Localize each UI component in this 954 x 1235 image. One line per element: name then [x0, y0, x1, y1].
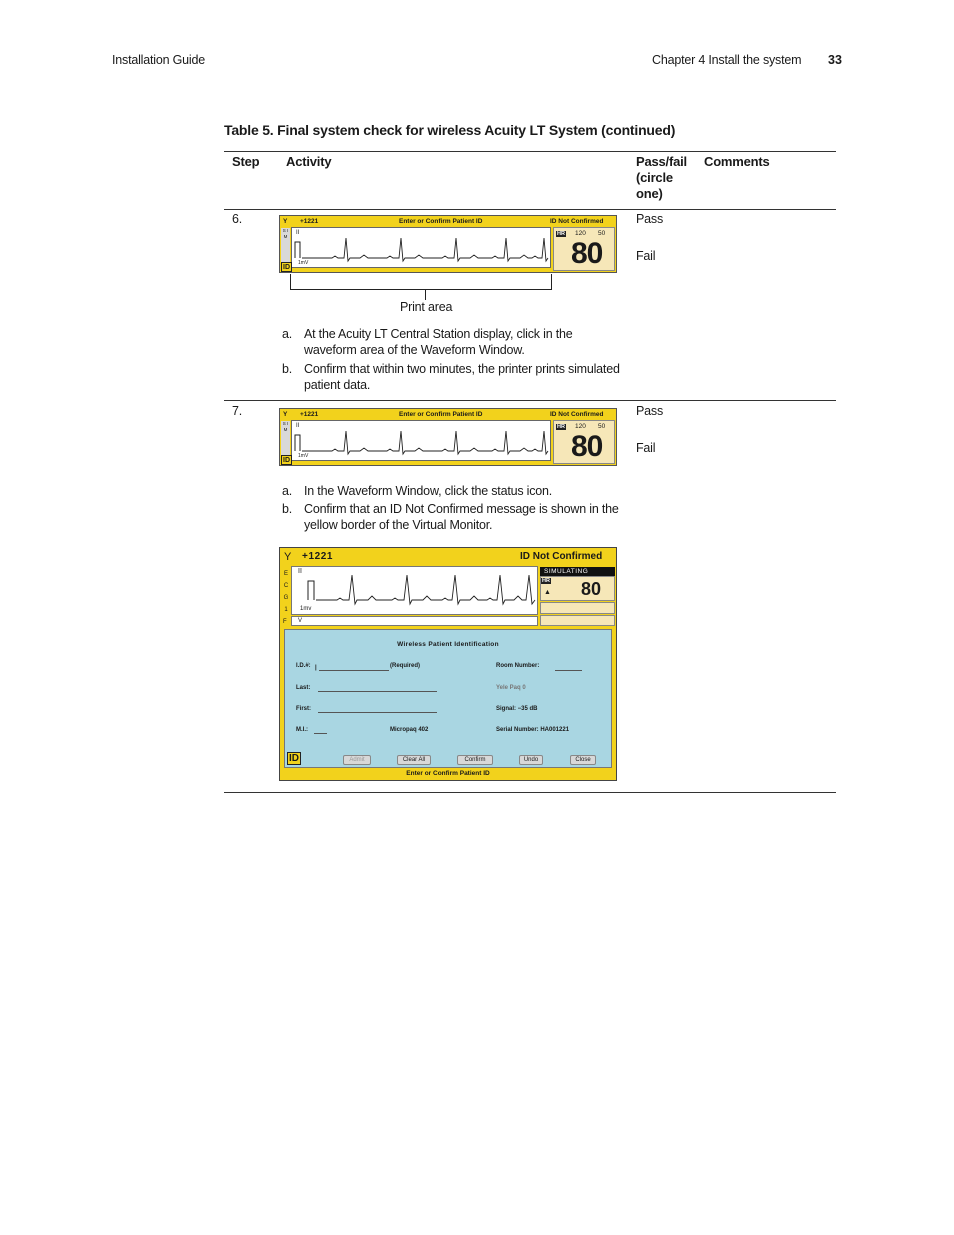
- signal-label: Signal: −35 dB: [496, 706, 538, 712]
- confirm-button[interactable]: Confirm: [457, 755, 493, 765]
- hr-low-limit: 50: [598, 230, 606, 237]
- fail-option: Fail: [636, 249, 656, 263]
- scale-label: 1mv: [300, 606, 312, 612]
- lead-label: II: [298, 568, 302, 575]
- substep-text: Confirm that within two minutes, the printer prints simulated patient data.: [304, 362, 620, 392]
- ecg-waveform: [292, 228, 550, 267]
- antenna-icon: Y: [283, 411, 288, 418]
- waveform-area[interactable]: [291, 227, 551, 268]
- pass-option: Pass: [636, 212, 663, 226]
- virtual-monitor-strip: [279, 408, 617, 466]
- fail-option: Fail: [636, 441, 656, 455]
- side-letter: G: [283, 595, 289, 601]
- lead-label: II: [296, 423, 300, 429]
- lead-label: II: [296, 230, 300, 236]
- id-status: ID Not Confirmed: [550, 411, 604, 418]
- substep: [282, 502, 622, 533]
- side-letter: C: [283, 583, 289, 589]
- print-area-bracket: [290, 274, 552, 290]
- id-status-icon[interactable]: ID: [283, 457, 290, 464]
- bed-label: +1221: [300, 218, 319, 225]
- hr-label: HR: [557, 424, 565, 430]
- scale-label: 1mV: [298, 260, 309, 266]
- device-model: Micropaq 402: [390, 727, 429, 733]
- ecg-side-label: [282, 568, 290, 616]
- side-letter: 1: [284, 607, 288, 613]
- ecg-waveform: [292, 421, 550, 460]
- heart-rate-panel: [553, 227, 615, 271]
- antenna-icon: Y: [283, 218, 288, 225]
- id-field[interactable]: [319, 670, 389, 671]
- id-not-confirmed-message: ID Not Confirmed: [520, 551, 603, 562]
- substep-text: At the Acuity LT Central Station display, click in the waveform area of the Waveform Window.: [304, 327, 573, 357]
- heart-rate-panel: [540, 576, 615, 601]
- print-area-label: Print area: [400, 300, 453, 314]
- print-area-pointer: [425, 290, 426, 300]
- substep-letter: a.: [282, 484, 293, 498]
- running-header-title: Installation Guide: [112, 53, 205, 67]
- ecg-waveform: [292, 567, 537, 614]
- v-lead-label: V: [298, 618, 303, 624]
- substep-letter: b.: [282, 502, 293, 516]
- substep-text: Confirm that an ID Not Confirmed message is shown in the yellow border of the Virtual Monitor.: [304, 502, 619, 532]
- table-top-rule: [224, 151, 836, 152]
- virtual-monitor: [279, 547, 617, 781]
- id-status: ID Not Confirmed: [550, 218, 604, 225]
- hr-label: HR: [542, 578, 550, 584]
- admit-button[interactable]: Admit: [343, 755, 371, 765]
- serial-number: Serial Number: HA001221: [496, 727, 570, 733]
- substep-letter: a.: [282, 327, 293, 341]
- sim-side-label: S I M: [281, 228, 290, 262]
- bed-label: +1221: [302, 551, 334, 562]
- text-cursor: |: [315, 665, 317, 671]
- substep: [282, 362, 622, 393]
- col-header-step: Step: [232, 154, 260, 169]
- waveform-area[interactable]: [291, 420, 551, 461]
- page-number: 33: [828, 53, 842, 67]
- row-divider: [224, 400, 836, 401]
- col-header-pass-fail: Pass/fail (circle one): [636, 154, 687, 201]
- col-header-activity: Activity: [286, 154, 332, 169]
- virtual-monitor-strip: [279, 215, 617, 273]
- wireless-patient-id-dialog: [284, 629, 612, 768]
- last-name-field[interactable]: [318, 691, 437, 692]
- pass-option: Pass: [636, 404, 663, 418]
- id-icon[interactable]: ID: [289, 753, 299, 764]
- monitor-message: Enter or Confirm Patient ID: [399, 411, 483, 418]
- monitor-footer-message: Enter or Confirm Patient ID: [406, 770, 490, 777]
- monitor-message: Enter or Confirm Patient ID: [399, 218, 483, 225]
- parameter-panel: [540, 615, 615, 626]
- hr-low-limit: 50: [598, 423, 606, 430]
- hr-high-limit: 120: [575, 230, 586, 237]
- middle-initial-field[interactable]: [314, 733, 327, 734]
- step-number: 7.: [232, 404, 243, 418]
- scale-label: 1mV: [298, 453, 309, 459]
- heart-rate-panel: [553, 420, 615, 464]
- sim-side-label: S I M: [281, 421, 290, 455]
- substep: [282, 484, 622, 500]
- substep-letter: b.: [282, 362, 293, 376]
- undo-button[interactable]: Undo: [519, 755, 543, 765]
- hr-label: HR: [557, 231, 565, 237]
- hr-high-limit: 120: [575, 423, 586, 430]
- room-field[interactable]: [555, 670, 582, 671]
- substep-text: In the Waveform Window, click the status icon.: [304, 484, 553, 498]
- id-status-icon[interactable]: ID: [283, 264, 290, 271]
- dialog-title: Wireless Patient Identification: [397, 641, 499, 648]
- bed-label: +1221: [300, 411, 319, 418]
- id-required-label: (Required): [390, 663, 420, 669]
- hr-value: 80: [571, 430, 603, 463]
- clear-all-button[interactable]: Clear All: [397, 755, 431, 765]
- parameter-panel: [540, 602, 615, 614]
- last-name-label: Last:: [296, 685, 311, 691]
- first-name-label: First:: [296, 706, 311, 712]
- close-button[interactable]: Close: [570, 755, 596, 765]
- antenna-icon: Y: [284, 551, 292, 563]
- simulating-banner: SIMULATING: [540, 567, 615, 576]
- waveform-area[interactable]: [291, 566, 538, 615]
- col-header-comments: Comments: [704, 154, 770, 169]
- id-label: I.D.#:: [296, 663, 311, 669]
- side-letter: E: [283, 571, 288, 577]
- substep: [282, 327, 622, 358]
- table-caption: Table 5. Final system check for wireless Acuity LT System (continued): [224, 122, 676, 138]
- v-side-label: F: [283, 619, 287, 625]
- step-number: 6.: [232, 212, 243, 226]
- running-header-chapter: Chapter 4 Install the system: [652, 53, 802, 67]
- header-rule: [224, 209, 836, 210]
- middle-initial-label: M.I.:: [296, 727, 308, 733]
- alarm-bell-icon: ▲: [544, 589, 551, 596]
- device-name-muted: Yele Paq 0: [496, 685, 526, 691]
- room-label: Room Number:: [496, 663, 540, 669]
- first-name-field[interactable]: [318, 712, 437, 713]
- hr-value: 80: [581, 579, 602, 599]
- table-bottom-rule: [224, 792, 836, 793]
- v-lead-area: [291, 616, 538, 626]
- hr-value: 80: [571, 237, 603, 270]
